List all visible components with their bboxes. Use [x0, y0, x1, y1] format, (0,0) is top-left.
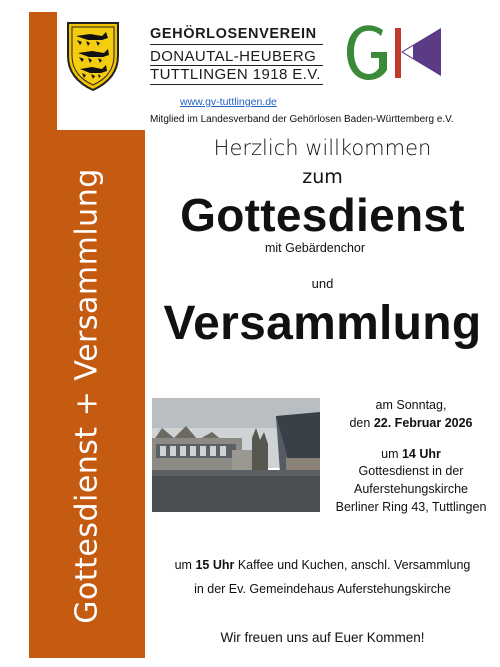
subtitle-gebaerdenchor: mit Gebärdenchor: [264, 241, 366, 255]
org-divider-top: [150, 44, 323, 45]
org-name-line2: DONAUTAL-HEUBERG: [150, 48, 317, 65]
org-name-line3: TUTTLINGEN 1918 E.V.: [150, 66, 321, 83]
connector-und: und: [311, 276, 334, 291]
gk-logo-icon: [343, 22, 447, 84]
event-day: am Sonntag,: [375, 398, 447, 412]
afternoon-program: um 15 Uhr Kaffee und Kuchen, anschl. Versammlung: [174, 558, 471, 572]
closing-message: Wir freuen uns auf Euer Kommen!: [220, 630, 425, 645]
welcome-subheading: zum: [302, 166, 343, 188]
sidebar-title: Gottesdienst + Versammlung: [69, 168, 105, 624]
org-name-line1: GEHÖRLOSENVEREIN: [150, 26, 317, 42]
org-divider-bottom: [150, 84, 323, 85]
event-address: Berliner Ring 43, Tuttlingen: [335, 500, 487, 514]
title-gottesdienst: Gottesdienst: [180, 189, 465, 241]
coat-of-arms-icon: [62, 20, 124, 92]
event-time: um 14 Uhr: [381, 447, 441, 461]
event-service: Gottesdienst in der: [358, 464, 464, 478]
title-versammlung: Versammlung: [163, 297, 482, 350]
afternoon-location: in der Ev. Gemeindehaus Auferstehungskirche: [194, 582, 451, 596]
event-church: Auferstehungskirche: [354, 482, 468, 496]
membership-text: Mitglied im Landesverband der Gehörlosen Baden-Württemberg e.V.: [150, 114, 454, 125]
website-link[interactable]: www.gv-tuttlingen.de: [180, 96, 277, 108]
event-date: den 22. Februar 2026: [349, 416, 473, 430]
church-photo: [152, 398, 320, 512]
welcome-heading: Herzlich willkommen: [213, 136, 432, 160]
